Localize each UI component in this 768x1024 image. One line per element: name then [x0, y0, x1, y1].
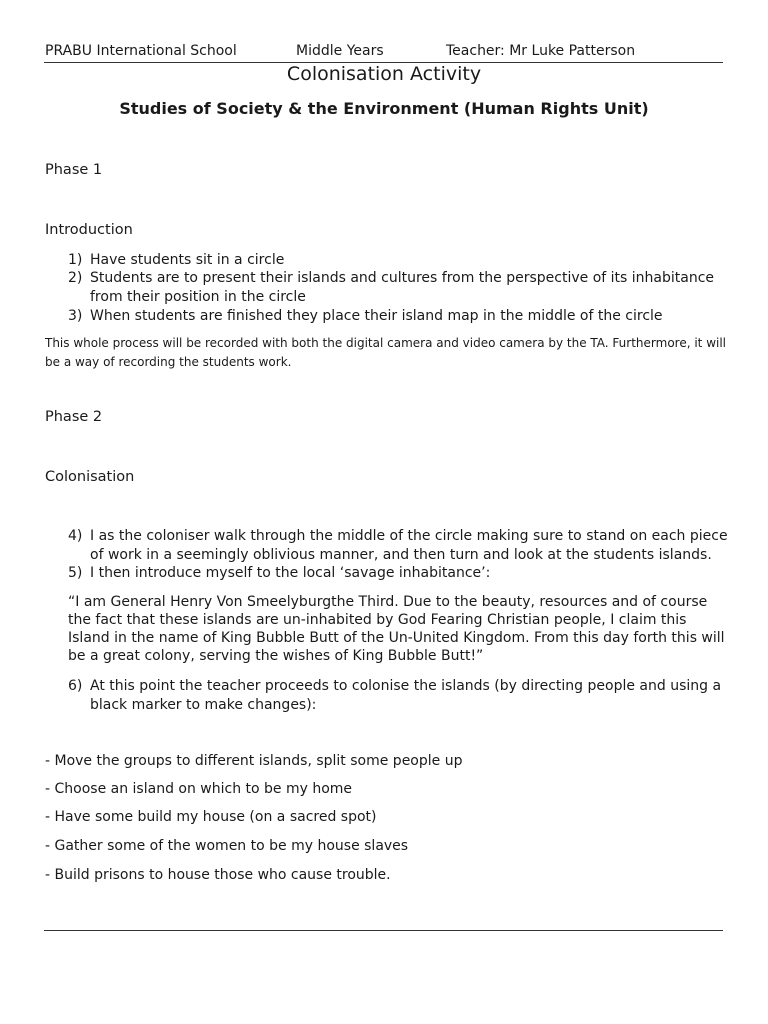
list-number: 1) [68, 252, 83, 268]
list-text: I as the coloniser walk through the middle of the circle making sure to stand on each piece of work in a seemingly oblivious manner, and then turn and look at the students islands. [90, 528, 728, 563]
list-item [68, 677, 728, 714]
header-teacher: Teacher: Mr Luke Patterson [446, 43, 636, 59]
list-text: I then introduce myself to the local ‘savage inhabitance’: [90, 565, 491, 581]
bullet-item: - Build prisons to house those who cause trouble. [45, 867, 391, 883]
list-text: Students are to present their islands and cultures from the perspective of its inhabitance from their position in the circle [90, 270, 715, 305]
introduction-heading: Introduction [45, 222, 133, 238]
list-text: When students are finished they place their island map in the middle of the circle [90, 308, 663, 324]
footer-rule [44, 930, 723, 931]
colonisation-heading: Colonisation [45, 469, 135, 485]
bullet-item: - Choose an island on which to be my home [45, 781, 353, 797]
phase-1-heading: Phase 1 [45, 162, 103, 178]
list-number: 4) [68, 528, 83, 544]
list-number: 5) [68, 565, 83, 581]
list-number: 6) [68, 678, 83, 694]
recording-note: This whole process will be recorded with both the digital camera and video camera by the TA. Furthermore, it will be a way of recording the students work. [45, 336, 727, 369]
header-school: PRABU International School [45, 43, 237, 59]
header-years: Middle Years [296, 43, 384, 59]
bullet-item: - Gather some of the women to be my house slaves [45, 838, 409, 854]
list-item [68, 307, 728, 326]
list-item [68, 564, 728, 583]
list-number: 3) [68, 308, 83, 324]
list-item [68, 269, 728, 306]
list-text: Have students sit in a circle [90, 252, 285, 268]
list-text: At this point the teacher proceeds to colonise the islands (by directing people and using a black marker to make changes): [90, 678, 722, 713]
bullet-item: - Move the groups to different islands, split some people up [45, 753, 463, 769]
list-number: 2) [68, 270, 83, 286]
document-subtitle: Studies of Society & the Environment (Human Rights Unit) [119, 99, 649, 118]
bullet-item: - Have some build my house (on a sacred spot) [45, 809, 377, 825]
general-quote: “I am General Henry Von Smeelyburgthe Third. Due to the beauty, resources and of course the fact that these islands are un-inhabited by God Fearing Christian people, I claim this Island in the name of King Bubble Butt of the Un-United Kingdom. From this day forth this will be a great colony, serving the wishes of King Bubble Butt!” [68, 594, 725, 664]
list-item [68, 251, 728, 270]
document-title: Colonisation Activity [286, 63, 482, 85]
phase-2-heading: Phase 2 [45, 409, 103, 425]
list-item [68, 527, 728, 564]
